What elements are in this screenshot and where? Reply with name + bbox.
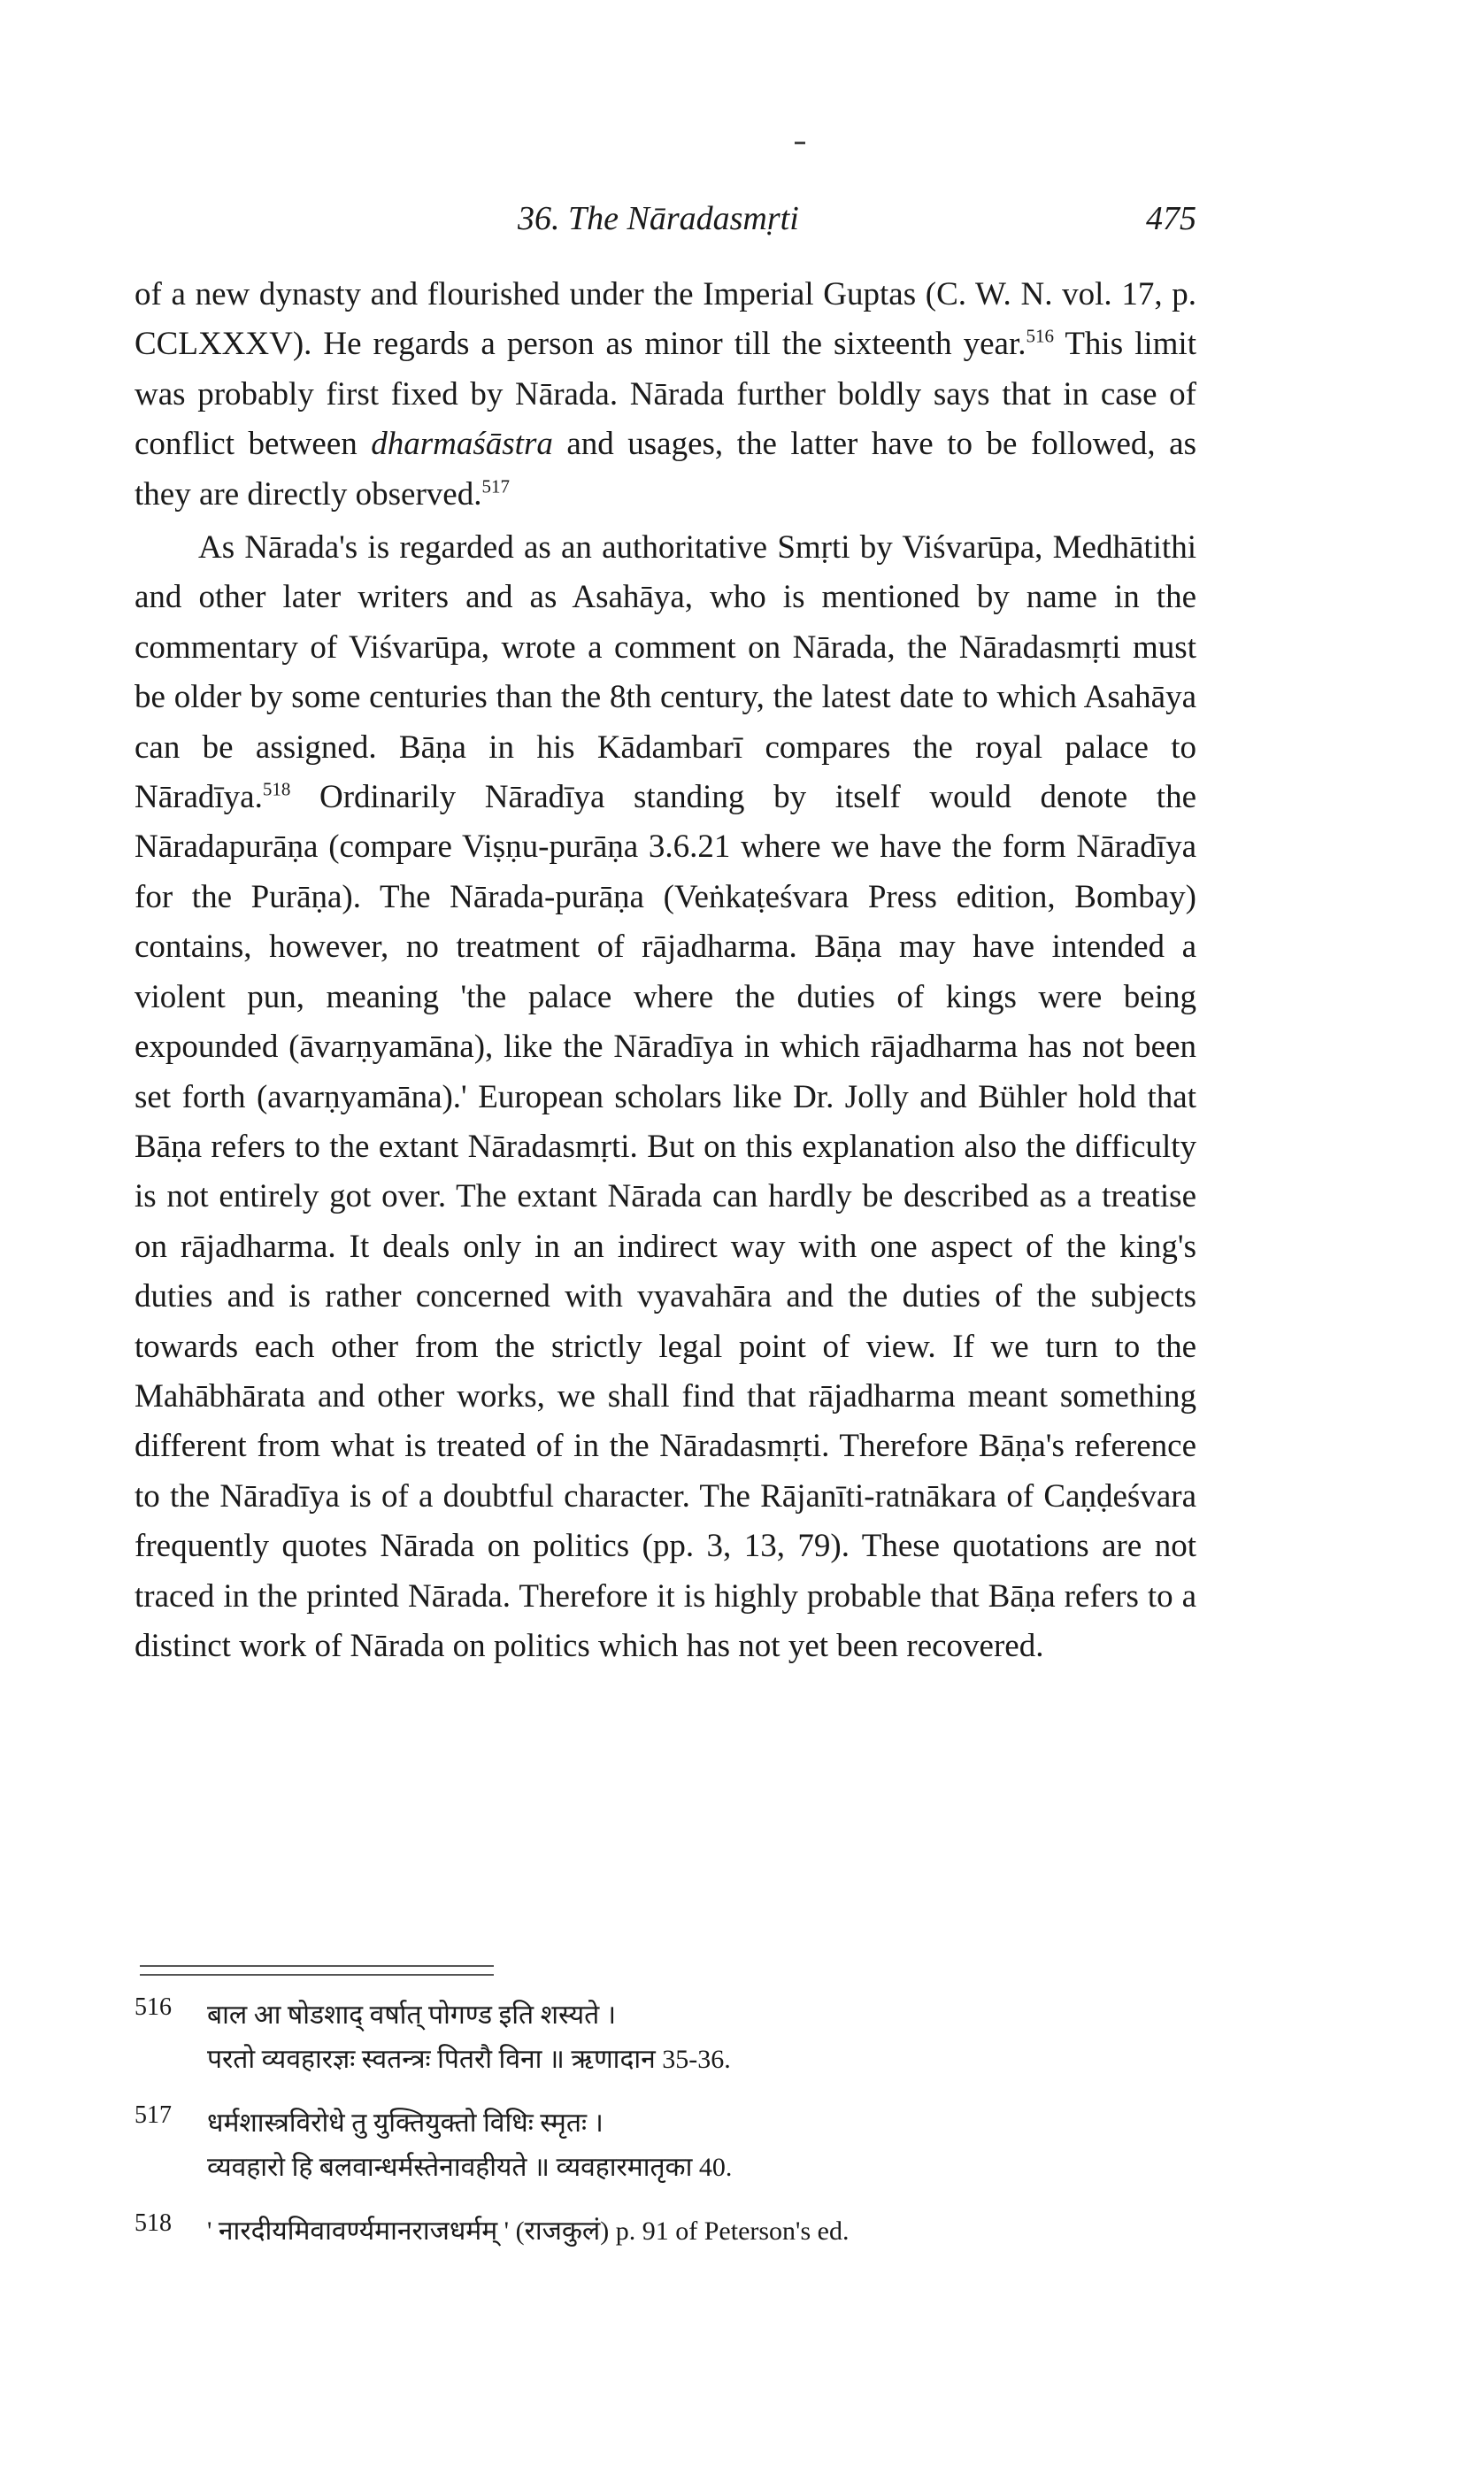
- text-run: and usages, the latter have to be followed, as they are directly observed.: [135, 426, 1196, 513]
- footnote-line: ' नारदीयमिवावर्ण्यमानराजधर्मम् ' (राजकुलं) p. 91 of Peterson's ed.: [207, 2216, 850, 2246]
- text-run: As Nārada's is regarded as an authoritative Smṛti by Viśvarūpa, Medhātithi and other later writers and as Asahāya, who is mentioned by name in the commentary of Viśvarūpa, wrote a comment on Nārada, the Nāradasmṛti must be older by some centuries than the 8th century, the latest date to which Asahāya can be assigned. Bāṇa in his Kādambarī compares the royal palace to Nāradīya.: [135, 529, 1196, 816]
- footnotes: [135, 1993, 1196, 2273]
- footnote: [135, 2209, 1196, 2254]
- footnote-ref: 518: [262, 778, 291, 800]
- page-header: [0, 199, 1484, 252]
- text-run: Ordinarily Nāradīya standing by itself would denote the Nāradapurāṇa (compare Viṣṇu-purāṇa 3.6.21 where we have the form Nāradīya for the Purāṇa). The Nārada-purāṇa (Veṅkaṭeśvara Press edition, Bombay) contains, however, no treatment of rājadharma. Bāṇa may have intended a violent pun, meaning 'the palace where the duties of kings were being expounded (āvarṇyamāna), like the Nāradīya in which rājadharma has not been set forth (avarṇyamāna).' European scholars like Dr. Jolly and Bühler hold that Bāṇa refers to the extant Nāradasmṛti. But on this explanation also the difficulty is not entirely got over. The extant Nārada can hardly be described as a treatise on rājadharma. It deals only in an indirect way with one aspect of the king's duties and is rather concerned with vyavahāra and the duties of the subjects towards each other from the strictly legal point of view. If we turn to the Mahābhārata and other works, we shall find that rājadharma meant something different from what is treated of in the Nāradasmṛti. Therefore Bāṇa's reference to the Nāradīya is of a doubtful character. The Rājanīti-ratnākara of Caṇḍeśvara frequently quotes Nārada on politics (pp. 3, 13, 79). These quotations are not traced in the printed Nārada. Therefore it is highly probable that Bāṇa refers to a distinct work of Nārada on politics which has not yet been recovered.: [135, 779, 1196, 1664]
- footnote-body: [207, 1993, 1196, 2082]
- footnote-line: धर्मशास्त्रविरोधे तु युक्तियुक्तो विधिः स्मृतः ।: [207, 2109, 604, 2138]
- footnote-line: व्यवहारो हि बलवान्धर्मस्तेनावहीयते ॥ व्यवहारमातृका 40.: [207, 2153, 733, 2182]
- page-number: 475: [1146, 200, 1196, 237]
- paragraph: [135, 523, 1196, 1671]
- footnote-number: 518: [135, 2209, 172, 2237]
- footnote-divider: [140, 1965, 494, 1976]
- running-title: 36. The Nāradasmṛti: [518, 200, 799, 237]
- paragraph: [135, 270, 1196, 520]
- body-text: [135, 270, 1196, 1671]
- footnote-number: 516: [135, 1993, 172, 2021]
- footnote-body: [207, 2209, 1196, 2254]
- footnote: [135, 1993, 1196, 2082]
- page-mark: [795, 142, 805, 144]
- footnote-line: बाल आ षोडशाद् वर्षात् पोगण्ड इति शस्यते ।: [207, 2001, 617, 2030]
- footnote-ref: 517: [481, 475, 510, 497]
- footnote: [135, 2101, 1196, 2190]
- footnote-body: [207, 2101, 1196, 2190]
- italic-term: dharmaśāstra: [371, 426, 553, 463]
- text-run: This limit was probably first fixed by Nārada. Nārada further boldly says that in case of conflict between: [135, 326, 1196, 463]
- footnote-ref: 516: [1026, 326, 1054, 348]
- text-run: of a new dynasty and flourished under the Imperial Guptas (C. W. N. vol. 17, p. CCLXXXV). He regards a person as minor till the sixteenth year.: [135, 276, 1196, 363]
- footnote-number: 517: [135, 2101, 172, 2129]
- footnote-line: परतो व्यवहारज्ञः स्वतन्त्रः पितरौ विना ॥ ऋणादान 35-36.: [207, 2045, 731, 2074]
